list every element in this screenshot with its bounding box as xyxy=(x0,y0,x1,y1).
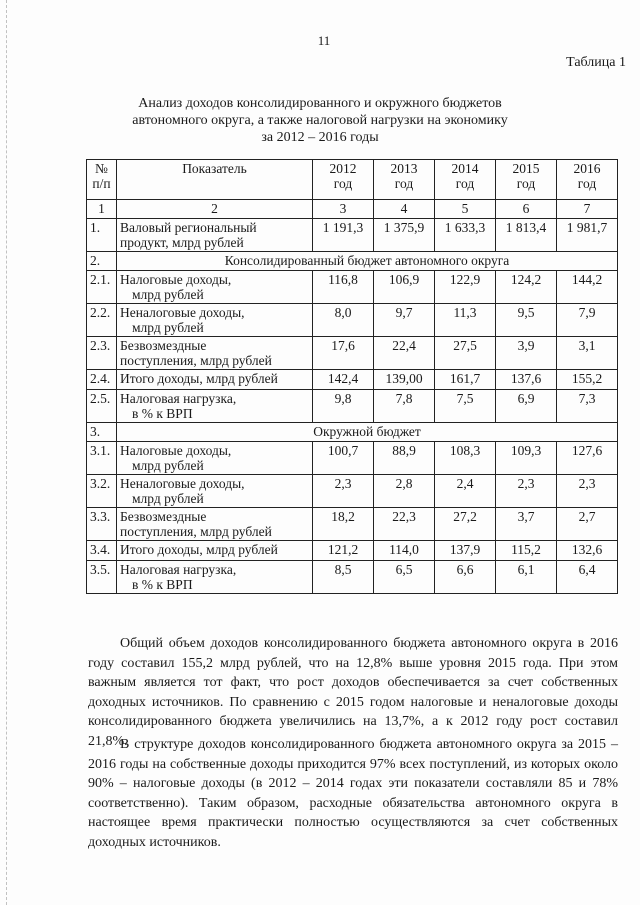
row-value: 109,3 xyxy=(496,442,557,475)
row-value: 9,7 xyxy=(374,304,435,337)
row-value: 3,1 xyxy=(557,337,618,370)
indicator-line-1: Валовый региональный xyxy=(120,220,257,235)
row-number: 2.4. xyxy=(87,370,117,390)
row-indicator xyxy=(117,337,313,370)
row-value: 2,3 xyxy=(496,475,557,508)
column-index: 7 xyxy=(557,200,618,219)
table-header-row xyxy=(87,160,618,200)
indicator-line-2: млрд рублей xyxy=(132,491,204,506)
row-value: 144,2 xyxy=(557,271,618,304)
row-value: 116,8 xyxy=(313,271,374,304)
row-value: 9,5 xyxy=(496,304,557,337)
column-index: 1 xyxy=(87,200,117,219)
row-value: 6,9 xyxy=(496,390,557,423)
section-row-consolidated xyxy=(87,252,618,271)
header-year xyxy=(557,160,618,200)
table-title xyxy=(120,95,520,146)
indicator-line-1: Налоговые доходы, xyxy=(120,443,232,458)
row-value: 18,2 xyxy=(313,508,374,541)
table-row xyxy=(87,271,618,304)
header-year-value: 2016 xyxy=(573,161,601,176)
indicator-line-1: Налоговая нагрузка, xyxy=(120,562,237,577)
table-row xyxy=(87,541,618,561)
row-value: 2,8 xyxy=(374,475,435,508)
row-value: 3,9 xyxy=(496,337,557,370)
row-value: 17,6 xyxy=(313,337,374,370)
row-value: 142,4 xyxy=(313,370,374,390)
indicator-line-2: поступления, млрд рублей xyxy=(120,353,272,368)
indicator-line-1: Неналоговые доходы, xyxy=(120,476,245,491)
indicator-line-1: Итого доходы, млрд рублей xyxy=(120,371,278,386)
row-value: 155,2 xyxy=(557,370,618,390)
row-value: 6,4 xyxy=(557,561,618,594)
row-value: 11,3 xyxy=(435,304,496,337)
indicator-line-2: млрд рублей xyxy=(132,320,204,335)
row-value: 27,5 xyxy=(435,337,496,370)
row-number: 2.5. xyxy=(87,390,117,423)
row-value: 114,0 xyxy=(374,541,435,561)
row-value: 7,3 xyxy=(557,390,618,423)
row-value: 6,5 xyxy=(374,561,435,594)
header-year-word: год xyxy=(577,176,597,191)
row-indicator xyxy=(117,561,313,594)
row-value: 22,3 xyxy=(374,508,435,541)
row-value: 122,9 xyxy=(435,271,496,304)
paragraph-text: Общий объем доходов консолидированного бюджета автономного округа в 2016 году составил 155,2 млрд рублей, что на 12,8% выше уровня 2015 года. При этом важным является тот факт, что рост доходов обеспечивается за счет собственных доходных источников. По сравнению с 2015 годом налоговые и неналоговые доходы консолидированного бюджета увеличились на 13,7%, а к 2012 году рост составил 21,8%. xyxy=(88,636,618,749)
row-value: 27,2 xyxy=(435,508,496,541)
row-value: 132,6 xyxy=(557,541,618,561)
header-num-line-2: п/п xyxy=(92,176,111,191)
table-body xyxy=(87,160,618,594)
row-value: 1 633,3 xyxy=(435,219,496,252)
row-indicator xyxy=(117,271,313,304)
row-value: 6,6 xyxy=(435,561,496,594)
table-row xyxy=(87,219,618,252)
indicator-line-1: Налоговая нагрузка, xyxy=(120,391,237,406)
row-indicator xyxy=(117,304,313,337)
row-indicator xyxy=(117,541,313,561)
row-number: 2.2. xyxy=(87,304,117,337)
row-value: 8,5 xyxy=(313,561,374,594)
section-number: 2. xyxy=(87,252,117,271)
row-value: 1 981,7 xyxy=(557,219,618,252)
indicator-line-2: поступления, млрд рублей xyxy=(120,524,272,539)
row-value: 2,3 xyxy=(557,475,618,508)
row-indicator xyxy=(117,370,313,390)
paragraph-text: В структуре доходов консолидированного бюджета автономного округа за 2015 – 2016 годы на собственные доходы приходится 97% всех поступлений, из которых около 90% – налоговые доходы (в 2012 – 2014 годах эти показатели составляли 85 и 78% соответственно). Таким образом, расходные обязательства автономного округа в настоящее время практически полностью осуществляются за счет собственных доходных источников. xyxy=(88,737,618,850)
row-value: 139,00 xyxy=(374,370,435,390)
header-year-word: год xyxy=(394,176,414,191)
column-index-row xyxy=(87,200,618,219)
row-value: 115,2 xyxy=(496,541,557,561)
indicator-line-1: Налоговые доходы, xyxy=(120,272,232,287)
row-value: 121,2 xyxy=(313,541,374,561)
title-line-1: Анализ доходов консолидированного и окружного бюджетов xyxy=(138,96,502,111)
table-label: Таблица 1 xyxy=(566,55,626,70)
header-year-value: 2013 xyxy=(390,161,418,176)
row-value: 124,2 xyxy=(496,271,557,304)
row-value: 2,7 xyxy=(557,508,618,541)
table-row xyxy=(87,508,618,541)
title-line-3: за 2012 – 2016 годы xyxy=(261,130,379,145)
header-year-word: год xyxy=(516,176,536,191)
row-value: 8,0 xyxy=(313,304,374,337)
row-value: 1 191,3 xyxy=(313,219,374,252)
row-value: 161,7 xyxy=(435,370,496,390)
title-line-2: автономного округа, а также налоговой нагрузки на экономику xyxy=(132,113,508,128)
row-value: 7,8 xyxy=(374,390,435,423)
header-year xyxy=(374,160,435,200)
row-indicator xyxy=(117,442,313,475)
column-index: 4 xyxy=(374,200,435,219)
table-row xyxy=(87,475,618,508)
row-value: 127,6 xyxy=(557,442,618,475)
indicator-line-2: в % к ВРП xyxy=(132,577,193,592)
table-row xyxy=(87,390,618,423)
row-number: 2.3. xyxy=(87,337,117,370)
header-year-value: 2012 xyxy=(329,161,357,176)
row-value: 88,9 xyxy=(374,442,435,475)
row-value: 2,3 xyxy=(313,475,374,508)
row-value: 3,7 xyxy=(496,508,557,541)
indicator-line-2: в % к ВРП xyxy=(132,406,193,421)
row-number: 3.5. xyxy=(87,561,117,594)
row-value: 9,8 xyxy=(313,390,374,423)
row-value: 22,4 xyxy=(374,337,435,370)
paragraph-2 xyxy=(88,735,618,852)
row-value: 7,9 xyxy=(557,304,618,337)
column-index: 6 xyxy=(496,200,557,219)
column-index: 2 xyxy=(117,200,313,219)
header-year-word: год xyxy=(455,176,475,191)
header-indicator: Показатель xyxy=(117,160,313,200)
indicator-line-2: продукт, млрд рублей xyxy=(120,235,244,250)
table-row xyxy=(87,561,618,594)
row-number: 2.1. xyxy=(87,271,117,304)
paragraph-1 xyxy=(88,634,618,751)
row-value: 108,3 xyxy=(435,442,496,475)
row-number: 3.3. xyxy=(87,508,117,541)
row-value: 137,6 xyxy=(496,370,557,390)
header-year-value: 2015 xyxy=(512,161,540,176)
indicator-line-1: Итого доходы, млрд рублей xyxy=(120,542,278,557)
header-year xyxy=(496,160,557,200)
indicator-line-1: Неналоговые доходы, xyxy=(120,305,245,320)
header-year-word: год xyxy=(333,176,353,191)
header-num xyxy=(87,160,117,200)
row-value: 1 375,9 xyxy=(374,219,435,252)
header-num-line-1: № xyxy=(95,161,108,176)
column-index: 5 xyxy=(435,200,496,219)
row-number: 3.4. xyxy=(87,541,117,561)
row-indicator xyxy=(117,219,313,252)
scan-edge xyxy=(0,0,7,905)
section-title: Окружной бюджет xyxy=(117,423,618,442)
row-value: 2,4 xyxy=(435,475,496,508)
revenue-table xyxy=(86,159,618,594)
indicator-line-2: млрд рублей xyxy=(132,458,204,473)
row-number: 3.1. xyxy=(87,442,117,475)
row-indicator xyxy=(117,508,313,541)
header-year-value: 2014 xyxy=(451,161,479,176)
indicator-line-2: млрд рублей xyxy=(132,287,204,302)
section-row-district xyxy=(87,423,618,442)
column-index: 3 xyxy=(313,200,374,219)
row-indicator xyxy=(117,475,313,508)
row-number: 1. xyxy=(87,219,117,252)
row-value: 137,9 xyxy=(435,541,496,561)
row-value: 7,5 xyxy=(435,390,496,423)
table-row xyxy=(87,304,618,337)
header-year xyxy=(313,160,374,200)
indicator-line-1: Безвозмездные xyxy=(120,509,207,524)
indicator-line-1: Безвозмездные xyxy=(120,338,207,353)
section-number: 3. xyxy=(87,423,117,442)
row-value: 6,1 xyxy=(496,561,557,594)
table-row xyxy=(87,370,618,390)
row-value: 100,7 xyxy=(313,442,374,475)
table-row xyxy=(87,337,618,370)
page-number: 11 xyxy=(317,33,331,48)
row-value: 106,9 xyxy=(374,271,435,304)
row-indicator xyxy=(117,390,313,423)
header-year xyxy=(435,160,496,200)
row-value: 1 813,4 xyxy=(496,219,557,252)
section-title: Консолидированный бюджет автономного округа xyxy=(117,252,618,271)
row-number: 3.2. xyxy=(87,475,117,508)
table-row xyxy=(87,442,618,475)
